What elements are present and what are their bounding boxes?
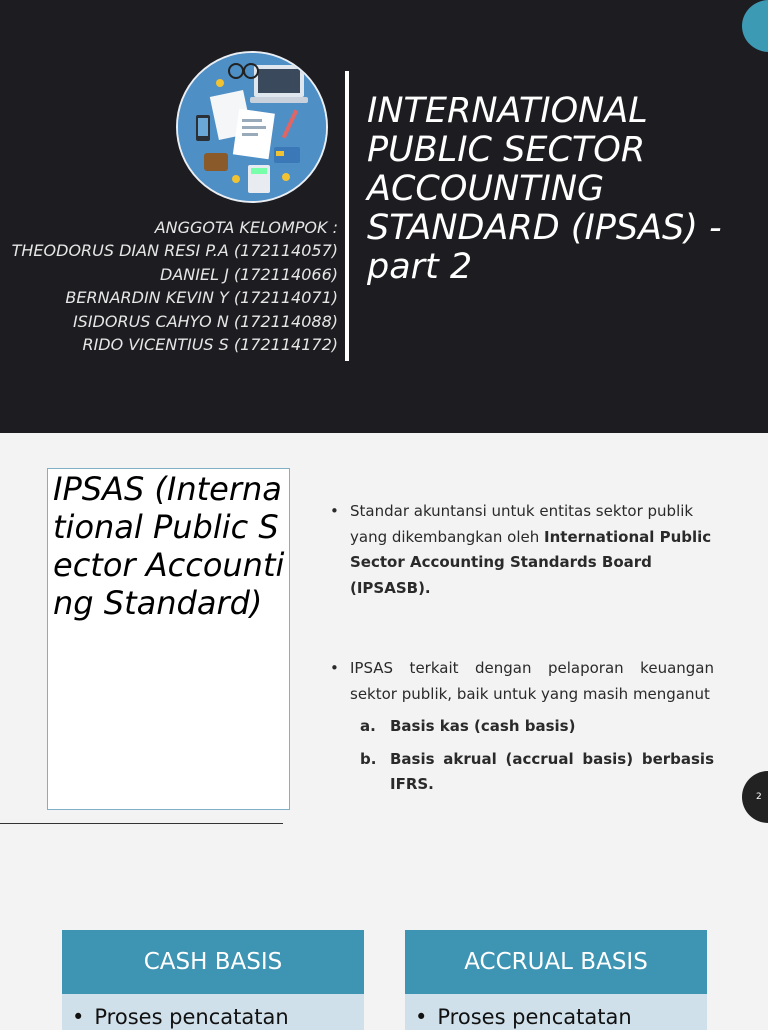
bullet-item [330,499,714,601]
bullet-item [330,656,714,707]
horizontal-divider [0,823,283,824]
bullet-list [330,499,714,798]
accrual-basis-card [405,930,707,1030]
accounting-desk-illustration-icon [176,51,328,203]
member-name: RIDO VICENTIUS S (172114172) [82,335,338,355]
sub-item [360,747,714,798]
members-heading: ANGGOTA KELOMPOK : [154,218,338,237]
corner-accent-circle [742,0,768,52]
card-text: Proses pencatatan [94,1005,289,1029]
page-number-badge: 2 [742,771,768,823]
member-name: DANIEL J (172114066) [160,264,338,284]
bullet-dot-icon: • [415,1005,428,1029]
sub-item [360,714,714,740]
sub-item-letter: a. [360,717,376,735]
card-title: CASH BASIS [62,930,364,994]
title-slide [0,0,768,433]
card-title: ACCRUAL BASIS [405,930,707,994]
card-text: Proses pencatatan [437,1005,632,1029]
card-body [405,994,707,1030]
slide-title: INTERNATIONAL PUBLIC SECTOR ACCOUNTING STANDARD (IPSAS) - part 2 [367,91,722,287]
member-name: ISIDORUS CAHYO N (172114088) [72,311,338,331]
title-divider [345,71,349,361]
bullet-bold-text: International Public Sector Accounting Standards Board (IPSASB). [350,527,712,597]
cash-basis-card [62,930,364,1030]
bullet-dot-icon: • [72,1005,85,1029]
sub-item-text: Basis kas (cash basis) [390,717,576,735]
bullet-dot-icon: • [330,502,339,520]
sub-item-letter: b. [360,749,377,768]
content-slide [0,433,768,1029]
bullet-text: Standar akuntansi untuk entitas sektor publik yang dikembangkan oleh [350,502,694,546]
ipsas-title-box [47,468,290,810]
member-name: BERNARDIN KEVIN Y (172114071) [65,288,338,308]
bullet-text: IPSAS terkait dengan pelaporan keuangan sektor publik, baik untuk yang masih menganut [350,659,714,703]
member-name: THEODORUS DIAN RESI P.A (172114057) [11,241,338,261]
bullet-dot-icon: • [330,659,339,677]
sub-item-text: Basis akrual (accrual basis) berbasis IFRS. [390,749,714,793]
group-members [12,216,338,356]
ipsas-title-text: IPSAS (International Public Sector Accounting Standard) [53,470,285,622]
card-body [62,994,364,1030]
